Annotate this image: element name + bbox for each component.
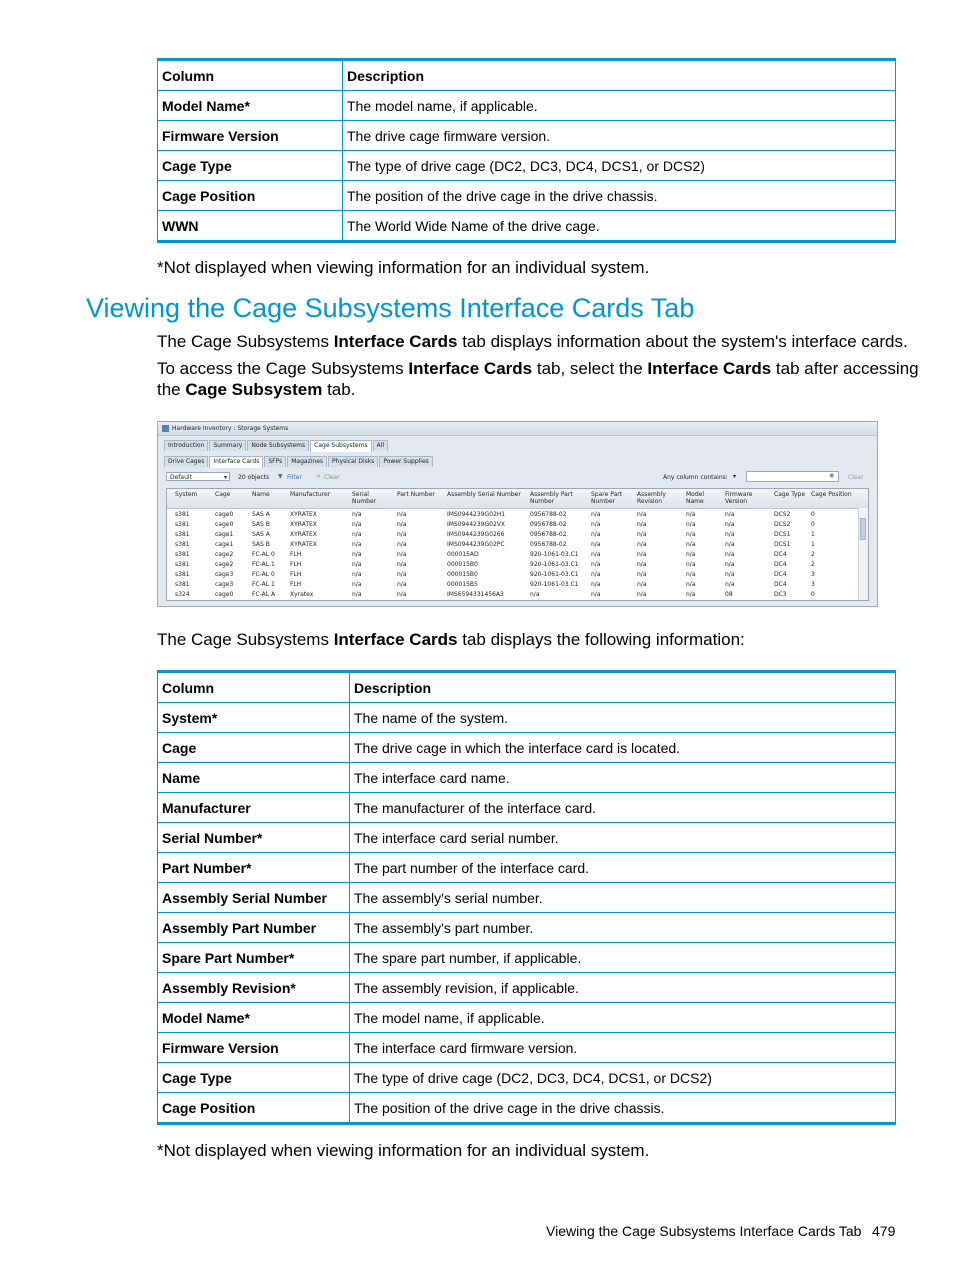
grid-cell: IMS6594331456A3: [447, 591, 504, 598]
footnote-1: *Not displayed when viewing information for an individual system.: [157, 258, 650, 277]
interface-cards-grid: [166, 488, 869, 601]
grid-cell: 1: [811, 531, 815, 538]
grid-cell: n/a: [637, 561, 647, 568]
window-title: Hardware Inventory : Storage Systems: [172, 425, 289, 432]
grid-row[interactable]: [167, 530, 868, 540]
tab-drive-cages[interactable]: Drive Cages: [164, 456, 208, 467]
description-cell: The position of the drive cage in the drive chassis.: [350, 1093, 896, 1124]
search-input[interactable]: [746, 471, 839, 482]
grid-row[interactable]: [167, 540, 868, 550]
window-titlebar: [158, 422, 877, 436]
intro-bold: Interface Cards: [333, 332, 458, 351]
grid-cell: n/a: [397, 561, 407, 568]
grid-cell: IMS0944239G02H1: [447, 511, 506, 518]
grid-cell: FLH: [290, 581, 302, 588]
grid-cell: DCS2: [774, 511, 791, 518]
grid-cell: n/a: [352, 511, 362, 518]
grid-cell: FC-AL 0: [252, 551, 275, 558]
grid-cell: SAS B: [252, 521, 270, 528]
intro-text: tab after accessing: [771, 359, 919, 378]
column-name-cell: Assembly Revision*: [158, 973, 350, 1003]
top-tab-bar: [164, 440, 389, 451]
grid-cell: XYRATEX: [290, 531, 317, 538]
grid-cell: Xyratex: [290, 591, 314, 598]
filter-icon[interactable]: ▼: [278, 473, 283, 480]
grid-row[interactable]: [167, 550, 868, 560]
grid-cell: n/a: [725, 521, 735, 528]
grid-cell: n/a: [591, 521, 601, 528]
clear-filter-button[interactable]: Clear: [324, 474, 340, 481]
grid-cell: s381: [175, 531, 190, 538]
description-cell: The assembly's serial number.: [350, 883, 896, 913]
table-row: [158, 1033, 896, 1063]
grid-cell: 000015AD: [447, 551, 479, 558]
tab-introduction[interactable]: Introduction: [164, 440, 208, 451]
grid-row[interactable]: [167, 590, 868, 600]
grid-cell: n/a: [686, 511, 696, 518]
top-description-table: [157, 58, 896, 243]
column-select-chevron-icon[interactable]: ▾: [733, 473, 737, 480]
grid-cell: DC4: [774, 581, 787, 588]
grid-column-header[interactable]: System: [175, 491, 198, 498]
grid-cell: n/a: [637, 551, 647, 558]
grid-cell: n/a: [352, 571, 362, 578]
description-cell: The name of the system.: [350, 703, 896, 733]
grid-column-header[interactable]: Model Name: [686, 491, 705, 505]
intro-bold: Cage Subsystem: [185, 380, 323, 399]
grid-cell: n/a: [725, 571, 735, 578]
description-cell: The assembly revision, if applicable.: [350, 973, 896, 1003]
grid-cell: cage2: [215, 551, 234, 558]
table-row: [158, 823, 896, 853]
description-cell: The interface card name.: [350, 763, 896, 793]
grid-row[interactable]: [167, 510, 868, 520]
vertical-scrollbar[interactable]: [858, 508, 868, 600]
tab-node-subsystems[interactable]: Node Subsystems: [247, 440, 309, 451]
grid-cell: XYRATEX: [290, 511, 317, 518]
column-name-cell: Serial Number*: [158, 823, 350, 853]
table-header-row: [158, 60, 896, 91]
grid-cell: 2: [811, 551, 815, 558]
grid-cell: FC-AL 0: [252, 571, 275, 578]
table-row: [158, 1093, 896, 1124]
grid-cell: 920-1061-03.C1: [530, 551, 579, 558]
footer-title: Viewing the Cage Subsystems Interface Cards Tab: [546, 1223, 862, 1239]
grid-cell: n/a: [637, 571, 647, 578]
table-row: [158, 1063, 896, 1093]
grid-cell: 0956788-02: [530, 541, 567, 548]
grid-cell: IMS0944239G02VX: [447, 521, 505, 528]
grid-cell: n/a: [397, 541, 407, 548]
scrollbar-thumb[interactable]: [860, 518, 866, 540]
hardware-inventory-screenshot: [157, 421, 878, 607]
grid-cell: cage0: [215, 591, 234, 598]
grid-row[interactable]: [167, 520, 868, 530]
grid-cell: DC4: [774, 561, 787, 568]
grid-cell: cage0: [215, 511, 234, 518]
lead-in-bold: Interface Cards: [333, 630, 458, 649]
grid-cell: n/a: [352, 551, 362, 558]
grid-cell: DC3: [774, 591, 787, 598]
grid-cell: 3: [811, 581, 815, 588]
grid-cell: n/a: [686, 521, 696, 528]
grid-cell: 0: [811, 521, 815, 528]
grid-cell: 920-1061-03.C1: [530, 571, 579, 578]
grid-cell: cage2: [215, 561, 234, 568]
grid-cell: n/a: [397, 571, 407, 578]
grid-cell: cage3: [215, 571, 234, 578]
description-cell: The World Wide Name of the drive cage.: [343, 211, 896, 242]
grid-cell: 08: [725, 591, 733, 598]
grid-cell: 000015B0: [447, 561, 478, 568]
grid-cell: cage0: [215, 521, 234, 528]
grid-cell: DCS2: [774, 521, 791, 528]
description-cell: The assembly's part number.: [350, 913, 896, 943]
description-cell: The position of the drive cage in the drive chassis.: [343, 181, 896, 211]
column-name-cell: Cage Type: [158, 151, 343, 181]
description-cell: The model name, if applicable.: [350, 1003, 896, 1033]
tab-summary[interactable]: Summary: [209, 440, 246, 451]
column-name-cell: WWN: [158, 211, 343, 242]
lead-in-paragraph: [157, 629, 745, 650]
grid-cell: n/a: [725, 551, 735, 558]
clear-search-button[interactable]: Clear: [848, 474, 864, 481]
column-name-cell: Spare Part Number*: [158, 943, 350, 973]
intro-paragraph-2: [157, 358, 919, 400]
grid-cell: n/a: [352, 531, 362, 538]
clear-filter-icon[interactable]: ✕: [316, 473, 322, 480]
grid-cell: n/a: [352, 581, 362, 588]
intro-text: tab.: [322, 380, 356, 399]
table-row: [158, 733, 896, 763]
column-name-cell: Assembly Serial Number: [158, 883, 350, 913]
table-row: [158, 943, 896, 973]
column-name-cell: Cage: [158, 733, 350, 763]
grid-cell: cage1: [215, 541, 234, 548]
intro-text: tab, select the: [532, 359, 648, 378]
page-number: 479: [872, 1223, 896, 1239]
grid-cell: n/a: [725, 511, 735, 518]
description-cell: The model name, if applicable.: [343, 91, 896, 121]
grid-column-header[interactable]: Name: [252, 491, 270, 498]
tab-all[interactable]: All: [373, 440, 388, 451]
grid-cell: n/a: [686, 541, 696, 548]
column-name-cell: Model Name*: [158, 1003, 350, 1033]
tab-cage-subsystems[interactable]: Cage Subsystems: [310, 440, 372, 452]
grid-column-header[interactable]: Cage Type: [774, 491, 806, 498]
grid-cell: s381: [175, 561, 190, 568]
column-name-cell: Cage Type: [158, 1063, 350, 1093]
grid-cell: IMS0944239G02PC: [447, 541, 505, 548]
grid-cell: 920-1061-03.C1: [530, 561, 579, 568]
grid-cell: n/a: [637, 591, 647, 598]
table-row: [158, 973, 896, 1003]
table-row: [158, 913, 896, 943]
grid-cell: n/a: [686, 591, 696, 598]
table-row: [158, 151, 896, 181]
grid-cell: n/a: [352, 521, 362, 528]
grid-cell: n/a: [591, 541, 601, 548]
grid-cell: n/a: [686, 561, 696, 568]
grid-cell: s381: [175, 511, 190, 518]
grid-cell: n/a: [725, 541, 735, 548]
grid-cell: 0956788-02: [530, 521, 567, 528]
grid-row[interactable]: [167, 570, 868, 580]
tab-power-supplies[interactable]: Power Supplies: [379, 456, 432, 467]
grid-column-header[interactable]: Cage: [215, 491, 231, 498]
chevron-down-icon: ▾: [223, 474, 227, 481]
grid-cell: FC-AL 1: [252, 561, 275, 568]
grid-cell: n/a: [686, 551, 696, 558]
grid-cell: n/a: [591, 581, 601, 588]
grid-cell: s324: [175, 591, 190, 598]
grid-row[interactable]: [167, 560, 868, 570]
grid-cell: 0956788-02: [530, 511, 567, 518]
grid-cell: n/a: [352, 561, 362, 568]
intro-text: the: [157, 380, 186, 399]
grid-cell: n/a: [530, 591, 540, 598]
grid-cell: 2: [811, 561, 815, 568]
grid-cell: SAS A: [252, 531, 270, 538]
intro-bold: Interface Cards: [408, 359, 533, 378]
grid-cell: DCS1: [774, 531, 791, 538]
tab-magazines[interactable]: Magazines: [287, 456, 327, 467]
grid-column-header[interactable]: Cage Position: [811, 491, 852, 498]
column-name-cell: Cage Position: [158, 181, 343, 211]
column-header: Description: [350, 672, 896, 703]
tab-sfps[interactable]: SFPs: [264, 456, 286, 467]
grid-cell: FLH: [290, 571, 302, 578]
section-title: Viewing the Cage Subsystems Interface Cards Tab: [86, 293, 695, 323]
grid-cell: n/a: [397, 531, 407, 538]
grid-cell: IMS0944239G0266: [447, 531, 505, 538]
column-name-cell: Firmware Version: [158, 121, 343, 151]
grid-cell: n/a: [591, 571, 601, 578]
binoculars-icon[interactable]: ◉: [829, 472, 835, 479]
grid-cell: n/a: [637, 521, 647, 528]
description-cell: The interface card serial number.: [350, 823, 896, 853]
grid-cell: 3: [811, 571, 815, 578]
grid-cell: n/a: [725, 561, 735, 568]
column-header: Column: [158, 60, 343, 91]
grid-cell: n/a: [725, 581, 735, 588]
grid-column-header[interactable]: Spare Part Number: [591, 491, 623, 505]
intro-text: To access the Cage Subsystems: [157, 359, 409, 378]
grid-cell: XYRATEX: [290, 521, 317, 528]
grid-cell: n/a: [591, 511, 601, 518]
grid-cell: s381: [175, 551, 190, 558]
grid-cell: n/a: [591, 591, 601, 598]
grid-cell: SAS B: [252, 541, 270, 548]
grid-cell: DC4: [774, 571, 787, 578]
grid-column-header[interactable]: Manufacturer: [290, 491, 331, 498]
intro-bold: Interface Cards: [647, 359, 772, 378]
objects-count: 20 objects: [238, 474, 270, 481]
grid-cell: n/a: [397, 591, 407, 598]
column-name-cell: Name: [158, 763, 350, 793]
table-row: [158, 703, 896, 733]
lead-in-text: tab displays the following information:: [457, 630, 745, 649]
grid-cell: n/a: [591, 531, 601, 538]
grid-cell: cage1: [215, 531, 234, 538]
grid-cell: n/a: [352, 591, 362, 598]
description-cell: The part number of the interface card.: [350, 853, 896, 883]
bottom-description-table: [157, 670, 896, 1125]
grid-cell: s381: [175, 541, 190, 548]
grid-cell: n/a: [591, 551, 601, 558]
tab-interface-cards[interactable]: Interface Cards: [209, 456, 263, 468]
grid-cell: n/a: [725, 531, 735, 538]
grid-column-header[interactable]: Serial Number: [352, 491, 377, 505]
table-row: [158, 793, 896, 823]
column-name-cell: Cage Position: [158, 1093, 350, 1124]
grid-cell: 0: [811, 591, 815, 598]
grid-cell: n/a: [591, 561, 601, 568]
intro-text: The Cage Subsystems: [157, 332, 334, 351]
table-header-row: [158, 672, 896, 703]
table-row: [158, 181, 896, 211]
description-cell: The drive cage in which the interface card is located.: [350, 733, 896, 763]
description-cell: The drive cage firmware version.: [343, 121, 896, 151]
column-header: Description: [343, 60, 896, 91]
grid-cell: n/a: [686, 571, 696, 578]
grid-cell: n/a: [637, 581, 647, 588]
column-name-cell: Part Number*: [158, 853, 350, 883]
grid-cell: 0956788-02: [530, 531, 567, 538]
table-row: [158, 121, 896, 151]
grid-cell: n/a: [397, 521, 407, 528]
column-name-cell: Model Name*: [158, 91, 343, 121]
grid-cell: FLH: [290, 561, 302, 568]
grid-cell: XYRATEX: [290, 541, 317, 548]
grid-column-header[interactable]: Part Number: [397, 491, 435, 498]
grid-header: [167, 489, 868, 509]
grid-column-header[interactable]: Assembly Revision: [637, 491, 666, 505]
filter-combo[interactable]: [166, 472, 230, 481]
grid-row[interactable]: [167, 580, 868, 590]
description-cell: The type of drive cage (DC2, DC3, DC4, DCS1, or DCS2): [350, 1063, 896, 1093]
grid-cell: n/a: [637, 531, 647, 538]
description-cell: The manufacturer of the interface card.: [350, 793, 896, 823]
description-cell: The interface card firmware version.: [350, 1033, 896, 1063]
column-name-cell: Manufacturer: [158, 793, 350, 823]
footnote-2: *Not displayed when viewing information for an individual system.: [157, 1141, 650, 1160]
grid-cell: FLH: [290, 551, 302, 558]
column-name-cell: Firmware Version: [158, 1033, 350, 1063]
table-row: [158, 853, 896, 883]
intro-paragraph-1: [157, 331, 908, 352]
description-cell: The spare part number, if applicable.: [350, 943, 896, 973]
grid-cell: DCS1: [774, 541, 791, 548]
tab-physical-disks[interactable]: Physical Disks: [328, 456, 378, 467]
lead-in-text: The Cage Subsystems: [157, 630, 334, 649]
filter-combo-value: Default: [170, 474, 192, 481]
grid-cell: 920-1061-03.C1: [530, 581, 579, 588]
table-row: [158, 1003, 896, 1033]
grid-cell: n/a: [397, 551, 407, 558]
grid-cell: n/a: [686, 581, 696, 588]
grid-cell: 000015B5: [447, 581, 478, 588]
grid-cell: n/a: [686, 531, 696, 538]
sub-tab-bar: [164, 456, 434, 467]
column-name-cell: System*: [158, 703, 350, 733]
grid-cell: cage3: [215, 581, 234, 588]
grid-cell: n/a: [637, 541, 647, 548]
table-row: [158, 211, 896, 242]
grid-column-header[interactable]: Assembly Part Number: [530, 491, 573, 505]
table-row: [158, 883, 896, 913]
grid-cell: n/a: [637, 511, 647, 518]
grid-cell: 0: [811, 511, 815, 518]
column-name-cell: Assembly Part Number: [158, 913, 350, 943]
grid-cell: n/a: [397, 511, 407, 518]
grid-column-header[interactable]: Assembly Serial Number: [447, 491, 521, 498]
description-cell: The type of drive cage (DC2, DC3, DC4, DCS1, or DCS2): [343, 151, 896, 181]
grid-cell: n/a: [397, 581, 407, 588]
any-column-label: Any column contains:: [663, 474, 728, 481]
window-icon: [162, 425, 169, 432]
grid-cell: SAS A: [252, 511, 270, 518]
table-row: [158, 763, 896, 793]
grid-cell: 000015B0: [447, 571, 478, 578]
grid-cell: n/a: [352, 541, 362, 548]
grid-cell: s381: [175, 571, 190, 578]
table-row: [158, 91, 896, 121]
intro-text: tab displays information about the system's interface cards.: [457, 332, 908, 351]
grid-cell: s381: [175, 521, 190, 528]
grid-cell: DC4: [774, 551, 787, 558]
grid-cell: s381: [175, 581, 190, 588]
filter-button[interactable]: Filter: [287, 474, 302, 481]
grid-column-header[interactable]: Firmware Version: [725, 491, 753, 505]
grid-cell: FC-AL 1: [252, 581, 275, 588]
grid-cell: 1: [811, 541, 815, 548]
column-header: Column: [158, 672, 350, 703]
grid-cell: FC-AL A: [252, 591, 276, 598]
